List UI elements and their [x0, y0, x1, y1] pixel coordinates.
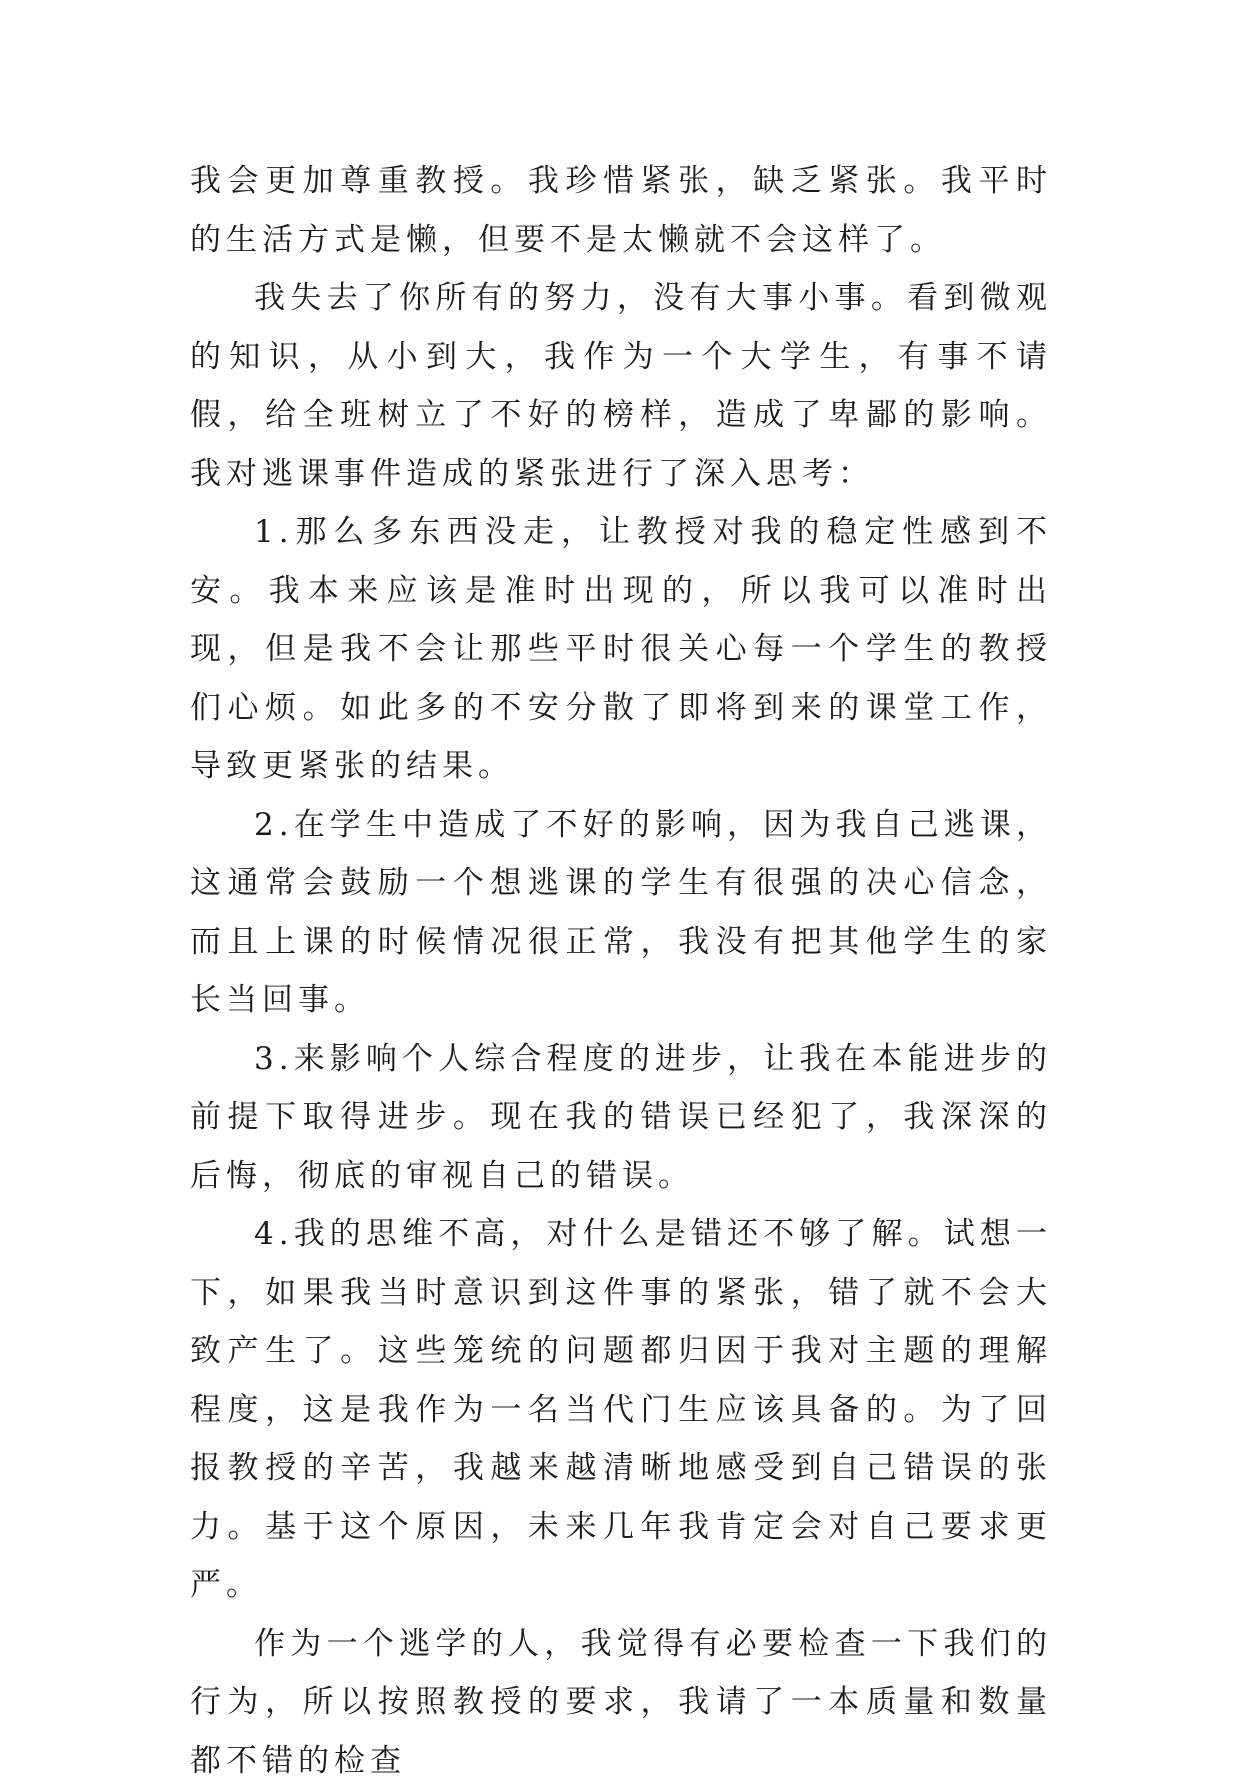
- paragraph-1: 我会更加尊重教授。我珍惜紧张，缺乏紧张。我平时的生活方式是懒，但要不是太懒就不会这样了。: [190, 152, 1052, 269]
- document-body: [190, 152, 1052, 1790]
- paragraph-3-item-1: 1.那么多东西没走，让教授对我的稳定性感到不安。我本来应该是准时出现的，所以我可以准时出现，但是我不会让那些平时很关心每一个学生的教授们心烦。如此多的不安分散了即将到来的课堂工作，导致更紧张的结果。: [190, 503, 1052, 796]
- paragraph-5-item-3: 3.来影响个人综合程度的进步，让我在本能进步的前提下取得进步。现在我的错误已经犯了，我深深的后悔，彻底的审视自己的错误。: [190, 1030, 1052, 1206]
- paragraph-6-item-4: 4.我的思维不高，对什么是错还不够了解。试想一下，如果我当时意识到这件事的紧张，错了就不会大致产生了。这些笼统的问题都归因于我对主题的理解程度，这是我作为一名当代门生应该具备的。为了回报教授的辛苦，我越来越清晰地感受到自己错误的张力。基于这个原因，未来几年我肯定会对自己要求更严。: [190, 1205, 1052, 1615]
- paragraph-4-item-2: 2.在学生中造成了不好的影响，因为我自己逃课，这通常会鼓励一个想逃课的学生有很强的决心信念，而且上课的时候情况很正常，我没有把其他学生的家长当回事。: [190, 796, 1052, 1030]
- paragraph-7: 作为一个逃学的人，我觉得有必要检查一下我们的行为，所以按照教授的要求，我请了一本质量和数量都不错的检查: [190, 1615, 1052, 1790]
- paragraph-2: 我失去了你所有的努力，没有大事小事。看到微观的知识，从小到大，我作为一个大学生，有事不请假，给全班树立了不好的榜样，造成了卑鄙的影响。我对逃课事件造成的紧张进行了深入思考：: [190, 269, 1052, 503]
